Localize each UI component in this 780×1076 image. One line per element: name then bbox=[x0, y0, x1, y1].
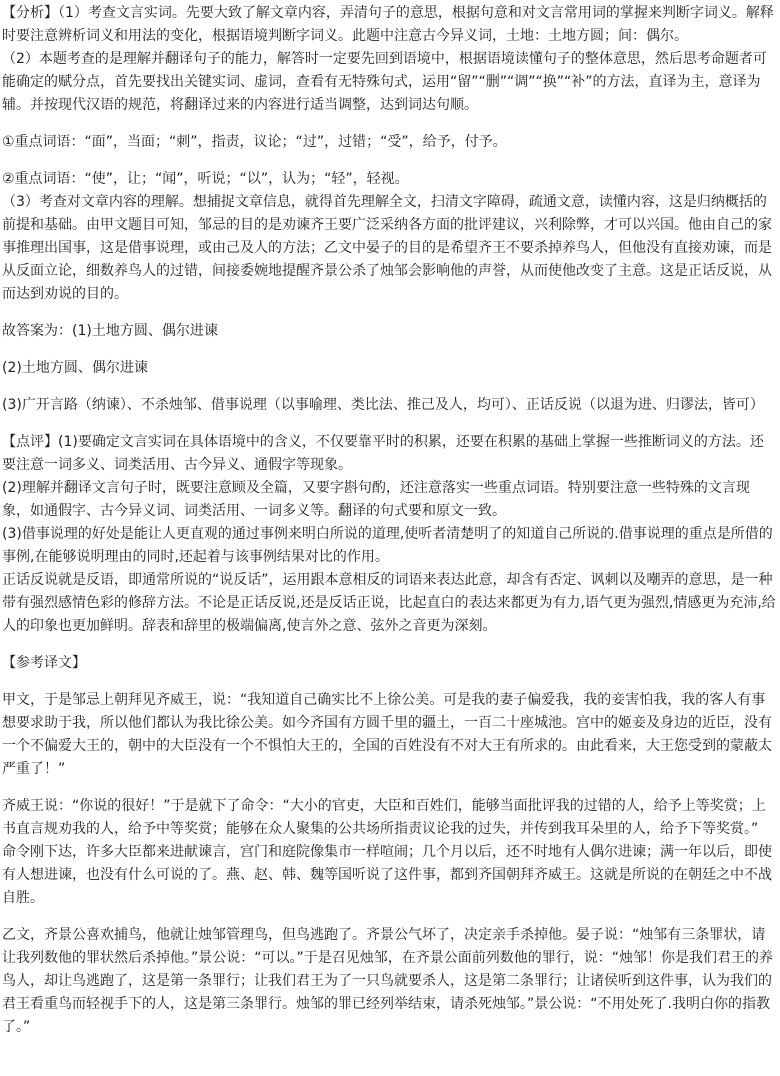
answer-line-2: (2)土地方圆、偶尔进谏 bbox=[2, 360, 148, 376]
translation-paragraph-3: 乙文，齐景公喜欢捕鸟，他就让烛邹管理鸟，但鸟逃跑了。齐景公气坏了，决定亲手杀掉他。晏子说：“烛邹有三条罪状，请让我列数他的罪状然后杀掉他。”景公说：“可以。”于是召见烛邹，在齐景公面前列数他的罪行，说：“烛邹！你是我们君王的养鸟人，却让鸟逃跑了，这是第一条罪行；让我们君王为了一只鸟就要杀人，这是第二条罪行；让诸侯听到这件事，认为我们的君王看重鸟而轻视手下的人，这是第三条罪行。烛邹的罪已经列举结束，请杀死烛邹。”景公说：“不用处死了.我明白你的指教了。” bbox=[2, 927, 774, 1035]
analysis-paragraph-2: （2）本题考查的是理解并翻译句子的能力，解答时一定要先回到语境中，根据语境读懂句子的整体意思，然后思考命题者可能确定的赋分点，首先要找出关键实词、虚词，查看有无特殊句式，运用“留”“删”“调”“换”“补”的方法，直译为主，意译为辅。并按现代汉语的规范，将翻译过来的内容进行适当调整，达到词达句顺。 bbox=[2, 51, 767, 113]
analysis-key-words-2: ②重点词语：“使”，让；“闻”，听说；“以”，认为；“轻”，轻视。 bbox=[2, 171, 409, 187]
translation-heading: 【参考译文】 bbox=[2, 655, 86, 671]
comment-paragraph-4: 正话反说就是反语，即通常所说的“说反话”，运用跟本意相反的词语来表达此意，却含有否定、讽刺以及嘲弄的意思，是一种带有强烈感情色彩的修辞方法。不论是正话反说,还是反话正说，比起直白的表达来都更为有力,语气更为强烈,情感更为充沛,给人的印象也更加鲜明。辞表和辞里的极端偏离,使言外之意、弦外之音更为深刻。 bbox=[2, 572, 776, 634]
answer-line-1: 故答案为：(1)土地方圆、偶尔进谏 bbox=[2, 323, 218, 339]
comment-paragraph-3: (3)借事说理的好处是能让人更直观的通过事例来明白所说的道理,使听者清楚明了的知道自己所说的.借事说理的重点是所借的事例,在能够说明理由的同时,还起着与该事例结果对比的作用。 bbox=[2, 526, 773, 565]
comment-paragraph-2: (2)理解并翻译文言句子时，既要注意顾及全篇，又要字斟句酌，还注意落实一些重点词语。特别要注意一些特殊的文言现象，如通假字、古今异义词、词类活用、一词多义等。翻译的句式要和原文一致。 bbox=[2, 480, 750, 519]
translation-paragraph-2: 齐威王说：“你说的很好！”于是就下了命令：“大小的官吏，大臣和百姓们，能够当面批评我的过错的人，给予上等奖赏；上书直言规劝我的人，给予中等奖赏；能够在众人聚集的公共场所指责议论我的过失，并传到我耳朵里的人，给予下等奖赏。” 命令刚下达，许多大臣都来进献谏言，宫门和庭院像集市一样喧闹；几个月以后，还不时地有人偶尔进谏；满一年以后，即使有人想进谏，也没有什么可说的了。燕、赵、韩、魏等国听说了这件事，都到齐国朝拜齐威王。这就是所说的在朝廷之中不战自胜。 bbox=[2, 798, 772, 906]
analysis-paragraph-3: （3）考查对文章内容的理解。想捕捉文章信息，就得首先理解全文，扫清文字障碍，疏通文意，读懂内容，这是归纳概括的前提和基础。由甲文题目可知，邹忌的目的是劝谏齐王要广泛采纳各方面的批评建议，兴利除弊，才可以兴国。他由自己的家事推理出国事，这是借事说理，或由己及人的方法；乙文中晏子的目的是希望齐王不要杀掉养鸟人，但他没有直接劝谏，而是从反面立论，细数养鸟人的过错，间接委婉地提醒齐景公杀了烛邹会影响他的声誉，从而使他改变了主意。这是正话反说，从而达到劝说的目的。 bbox=[2, 194, 772, 302]
answer-line-3: (3)广开言路（纳谏）、不杀烛邹、借事说理（以事喻理、类比法、推己及人，均可）、正话反说（以退为进、归谬法，皆可） bbox=[2, 397, 764, 413]
translation-paragraph-1: 甲文，于是邹忌上朝拜见齐威王，说：“我知道自己确实比不上徐公美。可是我的妻子偏爱我，我的妾害怕我，我的客人有事想要求助于我，所以他们都认为我比徐公美。如今齐国有方圆千里的疆土，一百二十座城池。宫中的姬妾及身边的近臣，没有一个不偏爱大王的，朝中的大臣没有一个不惧怕大王的，全国的百姓没有不对大王有所求的。由此看来，大王您受到的蒙蔽太严重了！” bbox=[2, 692, 772, 777]
analysis-paragraph-1: 【分析】（1）考查文言实词。先要大致了解文章内容，弄清句子的意思，根据句意和对文言常用词的掌握来判断字词义。解释时要注意辨析词义和用法的变化，根据语境判断字词义。此题中注意古今异义词，土地：土地方圆；间：偶尔。 bbox=[2, 5, 774, 44]
comment-paragraph-1: 【点评】(1)要确定文言实词在具体语境中的含义，不仅要靠平时的积累，还要在积累的基础上掌握一些推断词义的方法。还要注意一词多义、词类活用、古今异义、通假字等现象。 bbox=[2, 434, 764, 473]
analysis-key-words-1: ①重点词语：“面”，当面；“刺”，指责，议论；“过”，过错；“受”，给予，付予。 bbox=[2, 134, 507, 150]
